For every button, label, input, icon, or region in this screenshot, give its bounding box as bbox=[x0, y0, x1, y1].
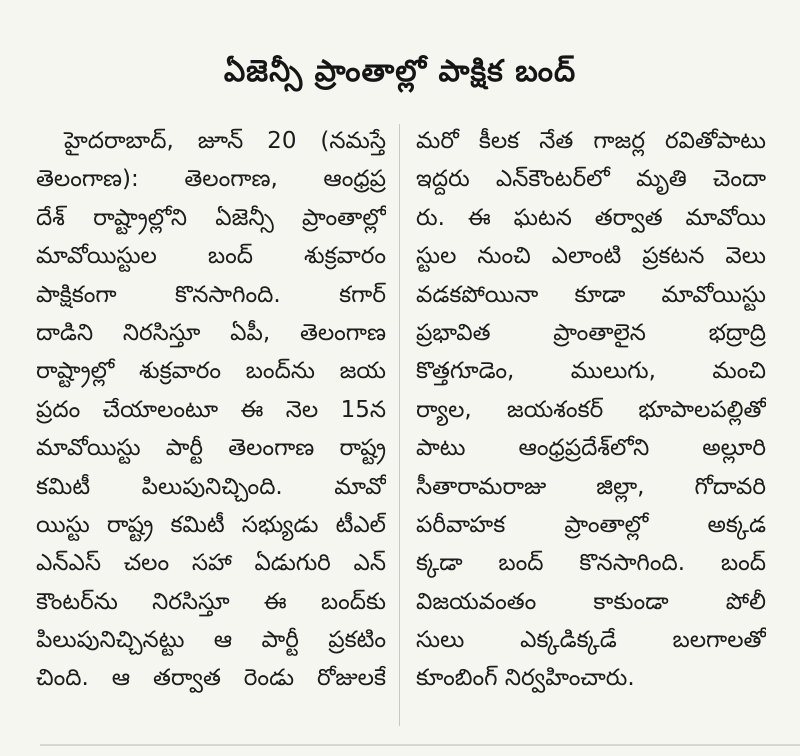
article-line: ర్యాల, జయశంకర్ భూపాలపల్లితో bbox=[416, 396, 766, 423]
article-line: రాష్ట్రాల్లో శుక్రవారం బంద్‌ను జయ bbox=[36, 358, 386, 385]
article-line: క్కడా బంద్ కొనసాగింది. బంద్ bbox=[416, 550, 766, 577]
article-line: పాక్షికంగా కొనసాగింది. కగార్ bbox=[36, 281, 386, 308]
column-divider bbox=[399, 124, 400, 726]
article-line: ఇద్దరు ఎన్‌కౌంటర్‌లో మృతి చెందా bbox=[416, 166, 766, 193]
article-line: మావోయిస్టు పార్టీ తెలంగాణ రాష్ట్ర bbox=[36, 435, 386, 462]
article-line: సులు ఎక్కడిక్కడే బలగాలతో bbox=[416, 627, 766, 654]
article-line: కూంబింగ్ నిర్వహించారు. bbox=[416, 665, 635, 692]
article-line: పిలుపునిచ్చినట్టు ఆ పార్టీ ప్రకటిం bbox=[36, 627, 386, 654]
article-line: హైదరాబాద్, జూన్ 20 (నమస్తే bbox=[64, 128, 386, 154]
article-line: ఎన్ఎస్ చలం సహా ఏడుగురి ఎన్ bbox=[36, 550, 386, 577]
article-column-right bbox=[416, 122, 766, 698]
article-line: వడకపోయినా కూడా మావోయిస్టు bbox=[416, 281, 766, 308]
headline: ఏజెన్సీ ప్రాంతాల్లో పాక్షిక బంద్ bbox=[223, 54, 577, 90]
article-line: ప్రభావిత ప్రాంతాలైన భద్రాద్రి bbox=[416, 319, 766, 346]
bottom-rule bbox=[40, 744, 800, 746]
article-line: విజయవంతం కాకుండా పోలీ bbox=[416, 588, 766, 615]
article-line: రు. ఈ ఘటన తర్వాత మావోయి bbox=[416, 204, 766, 231]
article-line: యిస్టు రాష్ట్ర కమిటీ సభ్యుడు టీఎల్ bbox=[36, 511, 386, 538]
article-line: పరీవాహక ప్రాంతాల్లో అక్కడ bbox=[416, 511, 766, 538]
article-line: దేశ్ రాష్ట్రాల్లోని ఏజెన్సీ ప్రాంతాల్లో bbox=[36, 204, 386, 231]
article-line: మావోయిస్టుల బంద్ శుక్రవారం bbox=[36, 243, 386, 270]
article-line: కొత్తగూడెం, ములుగు, మంచి bbox=[416, 358, 766, 385]
article-line: మరో కీలక నేత గాజర్ల రవితోపాటు bbox=[416, 128, 766, 154]
article-line: పాటు ఆంధ్రప్రదేశ్‌లోని అల్లూరి bbox=[416, 435, 766, 462]
article-line: ప్రదం చేయాలంటూ ఈ నెల 15న bbox=[36, 396, 386, 423]
article-line: సీతారామరాజు జిల్లా, గోదావరి bbox=[416, 473, 766, 500]
article-line: చింది. ఆ తర్వాత రెండు రోజులకే bbox=[36, 665, 386, 692]
article-line: కమిటీ పిలుపునిచ్చింది. మావో bbox=[36, 473, 386, 500]
article-line: తెలంగాణ): తెలంగాణ, ఆంధ్రప్ర bbox=[36, 166, 386, 193]
article-line: దాడిని నిరసిస్తూ ఏపీ, తెలంగాణ bbox=[36, 319, 386, 346]
article-line: కౌంటర్‌ను నిరసిస్తూ ఈ బంద్‌కు bbox=[36, 588, 386, 615]
article-column-left bbox=[36, 122, 386, 698]
article-line: స్టుల నుంచి ఎలాంటి ప్రకటన వెలు bbox=[416, 243, 766, 270]
